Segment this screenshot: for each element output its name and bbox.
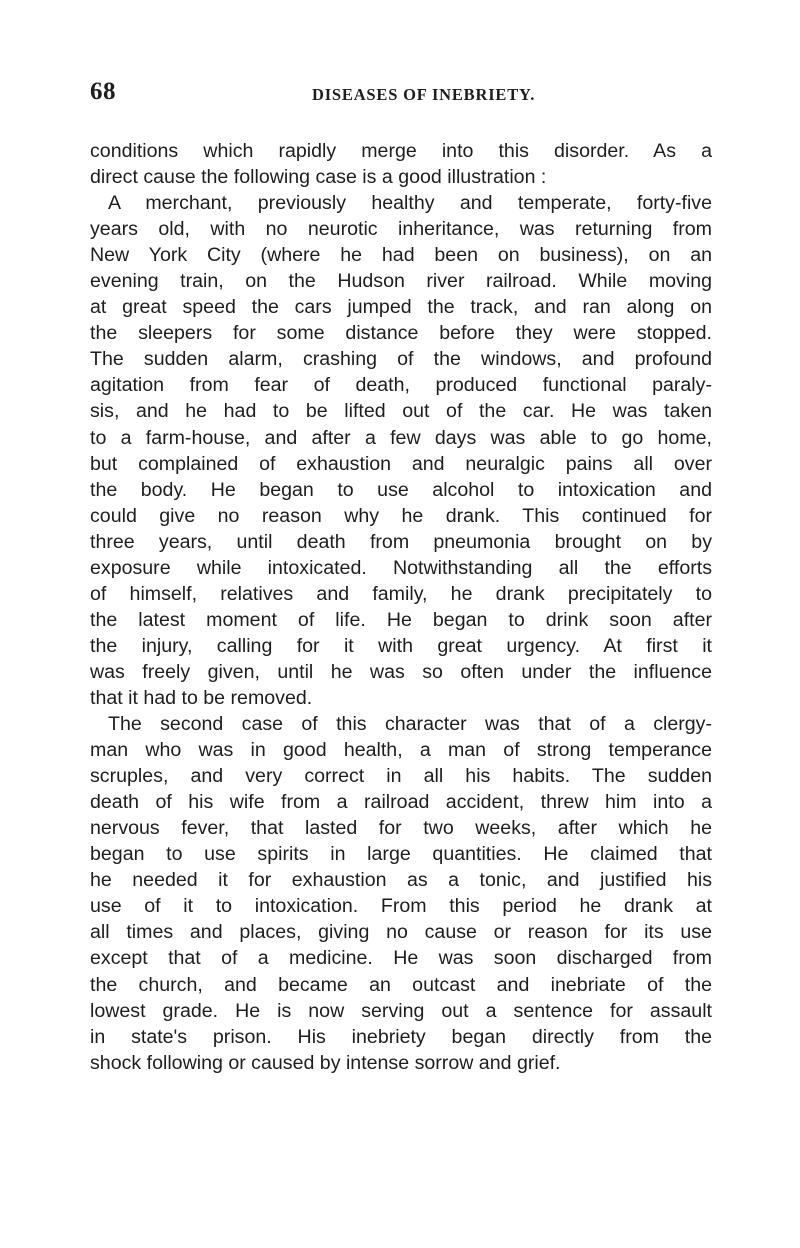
text-line: all times and places, giving no cause or reason for its use: [90, 921, 712, 944]
text-line: sis, and he had to be lifted out of the car. He was taken: [90, 400, 712, 423]
text-line: direct cause the following case is a good illustration :: [90, 166, 547, 189]
text-line: the body. He began to use alcohol to intoxication and: [90, 478, 712, 501]
text-line: years old, with no neurotic inheritance, was returning from: [90, 218, 712, 241]
text-line: three years, until death from pneumonia brought on by: [90, 530, 712, 553]
paragraph-start-line: A merchant, previously healthy and temperate, forty-five: [108, 192, 712, 215]
text-line: New York City (where he had been on business), on an: [90, 244, 712, 267]
text-line: death of his wife from a railroad accident, threw him into a: [90, 791, 712, 814]
text-line: nervous fever, that lasted for two weeks, after which he: [90, 817, 712, 840]
page-number: 68: [90, 78, 116, 105]
text-line: lowest grade. He is now serving out a sentence for assault: [90, 999, 712, 1022]
text-line: except that of a medicine. He was soon discharged from: [90, 947, 712, 970]
text-line: exposure while intoxicated. Notwithstanding all the efforts: [90, 556, 712, 579]
text-line: The sudden alarm, crashing of the windows, and profound: [90, 348, 712, 371]
text-line: he needed it for exhaustion as a tonic, and justified his: [90, 869, 712, 892]
text-line: shock following or caused by intense sorrow and grief.: [90, 1051, 561, 1074]
text-line: the church, and became an outcast and inebriate of the: [90, 973, 712, 996]
running-head: [90, 78, 550, 108]
text-line: the latest moment of life. He began to drink soon after: [90, 608, 712, 631]
text-line: evening train, on the Hudson river railroad. While moving: [90, 270, 712, 293]
text-line: scruples, and very correct in all his habits. The sudden: [90, 765, 712, 788]
text-line: the injury, calling for it with great urgency. At first it: [90, 634, 712, 657]
text-line: began to use spirits in large quantities. He claimed that: [90, 843, 712, 866]
text-line: use of it to intoxication. From this period he drank at: [90, 895, 712, 918]
text-line: conditions which rapidly merge into this disorder. As a: [90, 140, 712, 162]
text-line: but complained of exhaustion and neuralgic pains all over: [90, 452, 712, 475]
text-line: that it had to be removed.: [90, 686, 313, 709]
text-line: agitation from fear of death, produced functional paraly-: [90, 374, 712, 397]
text-line: to a farm-house, and after a few days was able to go home,: [90, 426, 712, 449]
text-line: could give no reason why he drank. This continued for: [90, 504, 712, 527]
text-line: of himself, relatives and family, he drank precipitately to: [90, 582, 712, 605]
text-line: was freely given, until he was so often under the influence: [90, 660, 712, 683]
paragraph-start-line: The second case of this character was that of a clergy-: [108, 713, 712, 736]
text-line: man who was in good health, a man of strong temperance: [90, 739, 712, 762]
text-line: at great speed the cars jumped the track, and ran along on: [90, 296, 712, 319]
body-text: [90, 138, 712, 1076]
running-title: DISEASES OF INEBRIETY.: [312, 85, 536, 104]
text-line: in state's prison. His inebriety began directly from the: [90, 1025, 712, 1048]
text-line: the sleepers for some distance before they were stopped.: [90, 322, 712, 345]
